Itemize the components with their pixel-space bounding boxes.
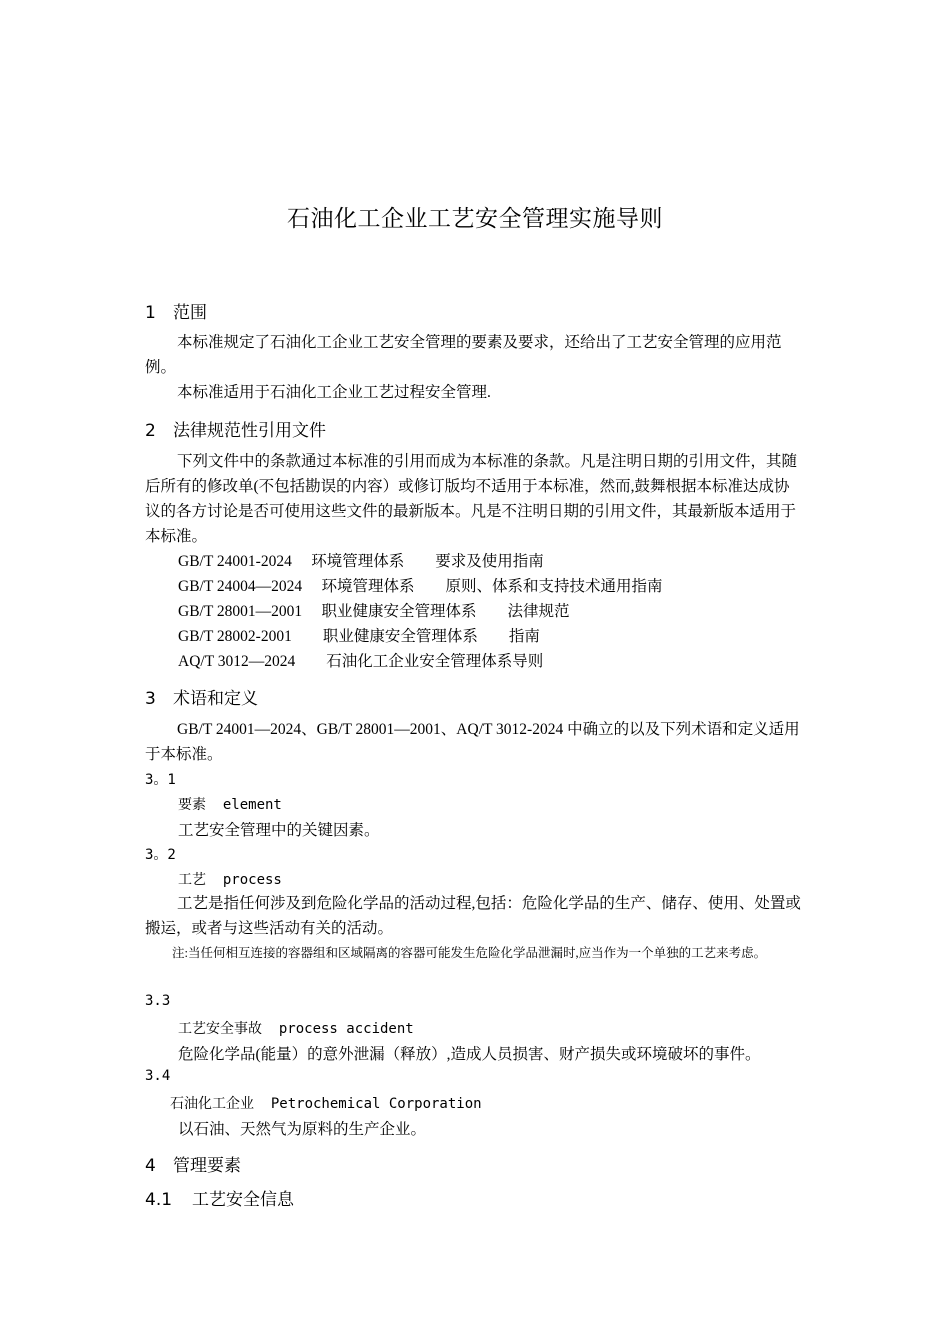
section-number: 4 <box>145 1156 156 1176</box>
section-title: 管理要素 <box>173 1156 241 1176</box>
section-3-paragraph-1: GB/T 24001—2024、GB/T 28001—2001、AQ/T 3012-2024 中确立的以及下列术语和定义适用于本标准。 <box>145 721 800 763</box>
reference-item: GB/T 28002-2001 职业健康安全管理体系 指南 <box>178 628 540 645</box>
term-heading <box>178 869 282 889</box>
term-heading <box>178 1018 414 1038</box>
section-3-heading <box>145 684 258 709</box>
term-definition: 工艺安全管理中的关键因素。 <box>178 822 380 839</box>
term-number: 3.3 <box>145 993 171 1009</box>
subsection-number: 4.1 <box>145 1190 173 1210</box>
section-4-heading <box>145 1151 241 1176</box>
term-definition: 危险化学品(能量）的意外泄漏（释放）,造成人员损害、财产损失或环境破坏的事件。 <box>178 1046 761 1063</box>
term-english: element <box>222 797 282 813</box>
reference-item: GB/T 24004—2024 环境管理体系 原则、体系和支持技术通用指南 <box>178 578 663 595</box>
term-number: 3。2 <box>145 847 176 863</box>
term-definition: 工艺是指任何涉及到危险化学品的活动过程,包括：危险化学品的生产、储存、使用、处置或搬运，或者与这些活动有关的活动。 <box>145 895 801 937</box>
section-1-paragraph-2: 本标准适用于石油化工企业工艺过程安全管理. <box>177 384 491 401</box>
section-title: 法律规范性引用文件 <box>173 421 326 441</box>
reference-item: GB/T 24001-2024 环境管理体系 要求及使用指南 <box>178 553 544 570</box>
term-definition: 以石油、天然气为原料的生产企业。 <box>178 1121 427 1138</box>
subsection-4-1-heading <box>145 1185 294 1210</box>
reference-item: GB/T 28001—2001 职业健康安全管理体系 法律规范 <box>178 603 570 620</box>
section-number: 2 <box>145 421 156 441</box>
section-title: 术语和定义 <box>173 689 258 709</box>
section-2-heading <box>145 416 326 441</box>
term-english: Petrochemical Corporation <box>270 1096 482 1112</box>
term-heading <box>170 1093 482 1113</box>
subsection-title: 工艺安全信息 <box>192 1190 294 1210</box>
term-number: 3。1 <box>145 772 176 788</box>
term-number: 3.4 <box>145 1068 171 1084</box>
term-english: process accident <box>278 1021 414 1037</box>
section-title: 范围 <box>173 303 207 323</box>
section-2-paragraph-1: 下列文件中的条款通过本标准的引用而成为本标准的条款。凡是注明日期的引用文件，其随后所有的修改单(不包括勘误的内容）或修订版均不适用于本标准，然而,鼓舞根据本标准达成协议的各方讨论是否可使用这些文件的最新版本。凡是不注明日期的引用文件，其最新版本适用于本标准。 <box>145 453 798 545</box>
term-heading <box>178 794 282 814</box>
section-number: 3 <box>145 689 156 709</box>
term-note: 注:当任何相互连接的容器组和区域隔离的容器可能发生危险化学品泄漏时,应当作为一个单独的工艺来考虑。 <box>172 946 767 960</box>
section-1-paragraph-1: 本标准规定了石油化工企业工艺安全管理的要素及要求，还给出了工艺安全管理的应用范例。 <box>145 334 782 376</box>
term-chinese: 工艺 <box>178 872 206 888</box>
term-chinese: 石油化工企业 <box>170 1096 254 1112</box>
term-chinese: 工艺安全事故 <box>178 1021 262 1037</box>
document-title: 石油化工企业工艺安全管理实施导则 <box>287 206 663 232</box>
section-number: 1 <box>145 303 156 323</box>
term-english: process <box>222 872 282 888</box>
reference-item: AQ/T 3012—2024 石油化工企业安全管理体系导则 <box>178 653 544 670</box>
section-1-heading <box>145 298 207 323</box>
term-chinese: 要素 <box>178 797 206 813</box>
